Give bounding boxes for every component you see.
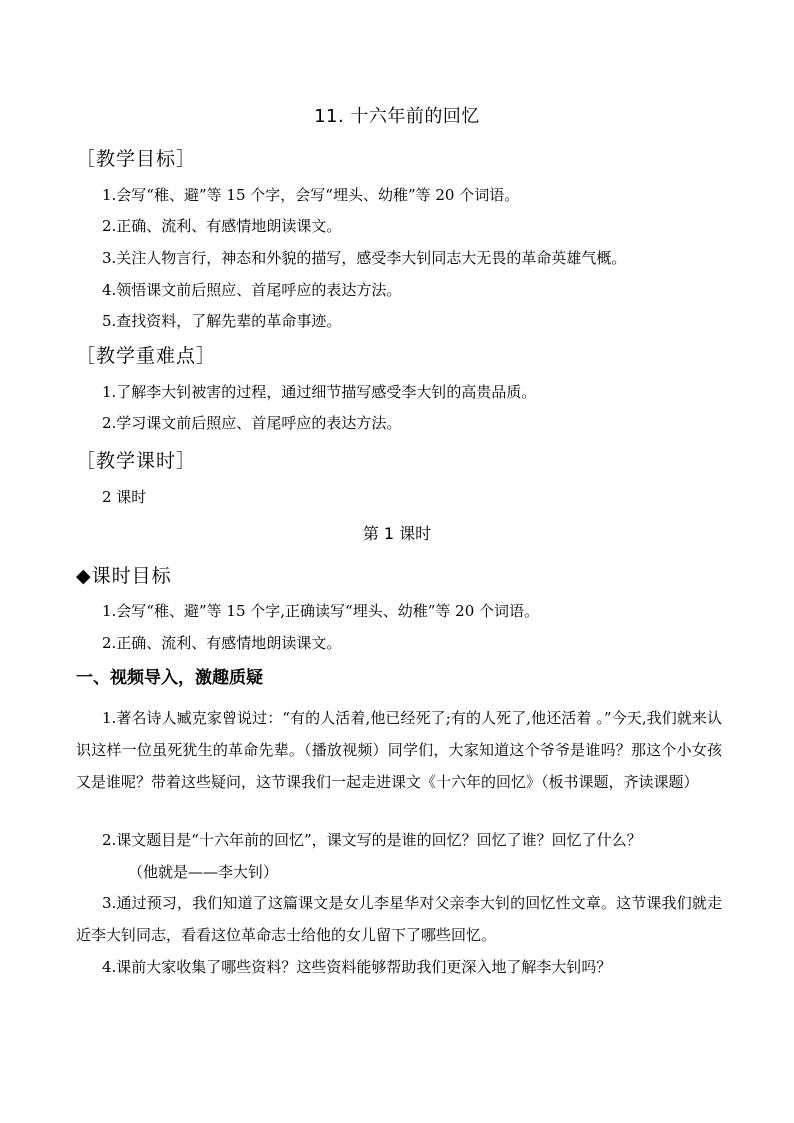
goal-item-2: 2.正确、流利、有感情地朗读课文。 — [102, 217, 342, 235]
key-point-item-2: 2.学习课文前后照应、首尾呼应的表达方法。 — [102, 414, 402, 432]
lesson-hours-value: 2 课时 — [102, 488, 147, 506]
lesson-hours-heading: ［教学课时］ — [76, 450, 197, 472]
document-title: 11. 十六年前的回忆 — [314, 106, 480, 127]
paragraph-3: 3.通过预习，我们知道了这篇课文是女儿李星华对父亲李大钊的回忆性文章。这节课我们就走近李大钊同志，看看这位革命志士给他的女儿留下了哪些回忆。 — [76, 894, 722, 944]
key-points-heading: ［教学重难点］ — [76, 345, 217, 367]
goal-item-1: 1.会写“稚、避”等 15 个字，会写“埋头、幼稚”等 20 个词语。 — [102, 186, 520, 204]
paragraph-2: 2.课文题目是“十六年前的回忆”，课文写的是谁的回忆？回忆了谁？回忆了什么？ — [102, 831, 642, 849]
lesson-goals-heading: ◆课时目标 — [76, 565, 172, 587]
lesson-goal-item-1: 1.会写“稚、避”等 15 个字,正确读写“埋头、幼稚”等 20 个词语。 — [102, 602, 540, 620]
teaching-goals-heading: ［教学目标］ — [76, 148, 197, 170]
part-one-heading: 一、视频导入，激趣质疑 — [76, 668, 263, 688]
key-point-item-1: 1.了解李大钊被害的过程，通过细节描写感受李大钊的高贵品质。 — [102, 383, 537, 401]
goal-item-3: 3.关注人物言行，神态和外貌的描写，感受李大钊同志大无畏的革命英雄气概。 — [102, 249, 627, 267]
goal-item-4: 4.领悟课文前后照应、首尾呼应的表达方法。 — [102, 281, 402, 299]
lesson-period-title: 第 1 课时 — [362, 524, 432, 543]
paragraph-1: 1.著名诗人臧克家曾说过：“有的人活着,他已经死了;有的人死了,他还活着 。”今天,我们就来认识这样一位虽死犹生的革命先辈。（播放视频）同学们，大家知道这个爷爷是谁吗？那这个小女孩又是谁呢？带着这些疑问，这节课我们一起走进课文《十六年的回忆》（板书课题，齐读课题） — [76, 709, 722, 791]
paragraph-4: 4.课前大家收集了哪些资料？这些资料能够帮助我们更深入地了解李大钊吗？ — [102, 958, 612, 976]
goal-item-5: 5.查找资料，了解先辈的革命事迹。 — [102, 312, 342, 330]
lesson-goal-item-2: 2.正确、流利、有感情地朗读课文。 — [102, 634, 342, 652]
answer-note: （他就是——李大钊） — [128, 863, 279, 881]
